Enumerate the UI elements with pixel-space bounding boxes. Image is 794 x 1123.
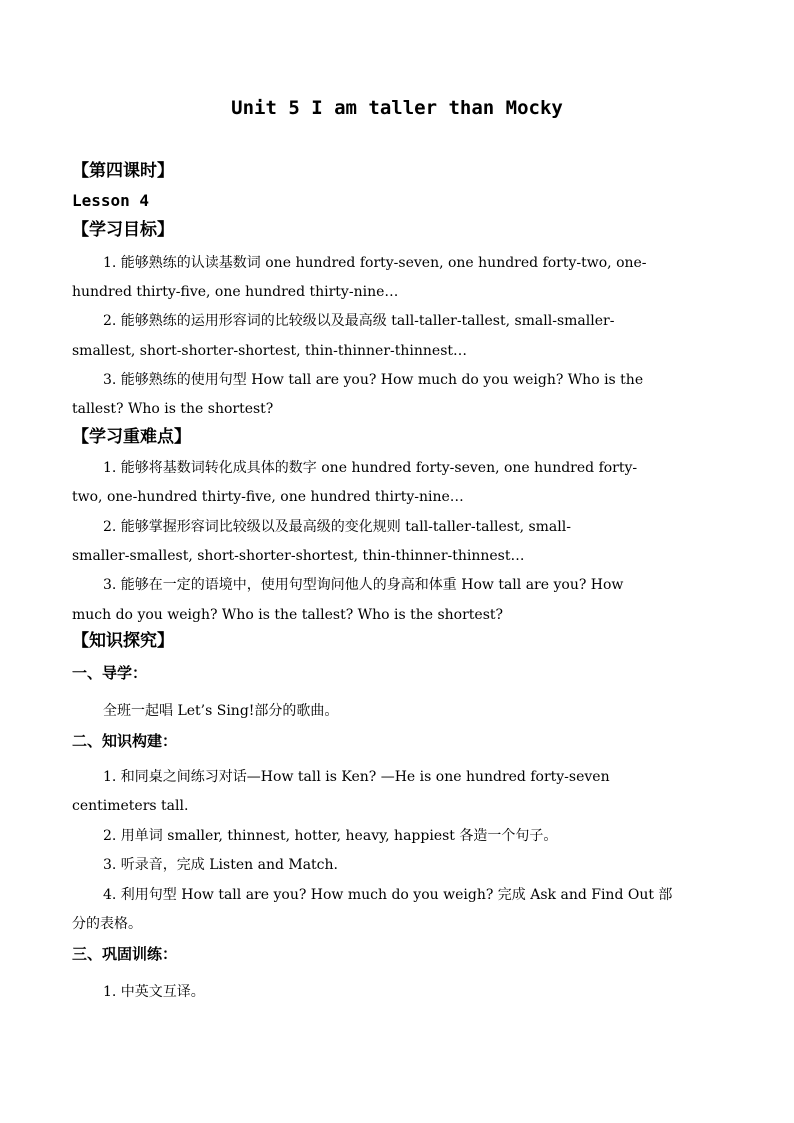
goal-2-line-2: smallest, short-shorter-shortest, thin-thinner-thinnest… xyxy=(72,343,468,359)
key-point-1-line-2: two, one-hundred thirty-five, one hundred thirty-nine… xyxy=(72,489,464,505)
section-2-item-2: 2. 用单词 smaller, thinnest, hotter, heavy, happiest 各造一个句子。 xyxy=(103,828,558,844)
goal-1-line-1: 1. 能够熟练的认读基数词 one hundred forty-seven, one hundred forty-two, one- xyxy=(103,255,647,271)
key-point-3-line-2: much do you weigh? Who is the tallest? Who is the shortest? xyxy=(72,607,504,623)
section-3-heading: 三、巩固训练： xyxy=(72,945,178,963)
key-point-2-line-2: smaller-smallest, short-shorter-shortest, thin-thinner-thinnest… xyxy=(72,548,525,564)
lesson-label: Lesson 4 xyxy=(72,191,150,210)
section-2-item-1-line-1: 1. 和同桌之间练习对话—How tall is Ken? —He is one hundred forty-seven xyxy=(103,769,610,785)
document-title: Unit 5 I am taller than Mocky xyxy=(231,97,563,119)
section-2-heading: 二、知识构建： xyxy=(72,732,178,750)
goal-3-line-1: 3. 能够熟练的使用句型 How tall are you? How much do you weigh? Who is the xyxy=(103,372,644,388)
key-point-1-line-1: 1. 能够将基数词转化成具体的数字 one hundred forty-seven, one hundred forty- xyxy=(103,460,638,476)
key-point-2-line-1: 2. 能够掌握形容词比较级以及最高级的变化规则 tall-taller-tallest, small- xyxy=(103,519,571,535)
explore-heading: 【知识探究】 xyxy=(72,631,174,651)
section-2-item-3: 3. 听录音，完成 Listen and Match. xyxy=(103,857,338,873)
lesson-period-heading: 【第四课时】 xyxy=(72,161,174,181)
goals-heading: 【学习目标】 xyxy=(72,220,174,240)
goal-2-line-1: 2. 能够熟练的运用形容词的比较级以及最高级 tall-taller-tallest, small-smaller- xyxy=(103,313,615,329)
key-points-heading: 【学习重难点】 xyxy=(72,427,191,447)
section-1-text: 全班一起唱 Let’s Sing!部分的歌曲。 xyxy=(103,703,339,719)
goal-1-line-2: hundred thirty-five, one hundred thirty-nine… xyxy=(72,284,399,300)
section-1-heading: 一、导学： xyxy=(72,664,148,682)
goal-3-line-2: tallest? Who is the shortest? xyxy=(72,401,274,417)
key-point-3-line-1: 3. 能够在一定的语境中，使用句型询问他人的身高和体重 How tall are you? How xyxy=(103,577,624,593)
section-2-item-1-line-2: centimeters tall. xyxy=(72,798,189,814)
section-2-item-4-line-2: 分的表格。 xyxy=(72,916,142,932)
section-3-item-1: 1. 中英文互译。 xyxy=(103,984,205,1000)
section-2-item-4-line-1: 4. 利用句型 How tall are you? How much do you weigh? 完成 Ask and Find Out 部 xyxy=(103,887,673,903)
